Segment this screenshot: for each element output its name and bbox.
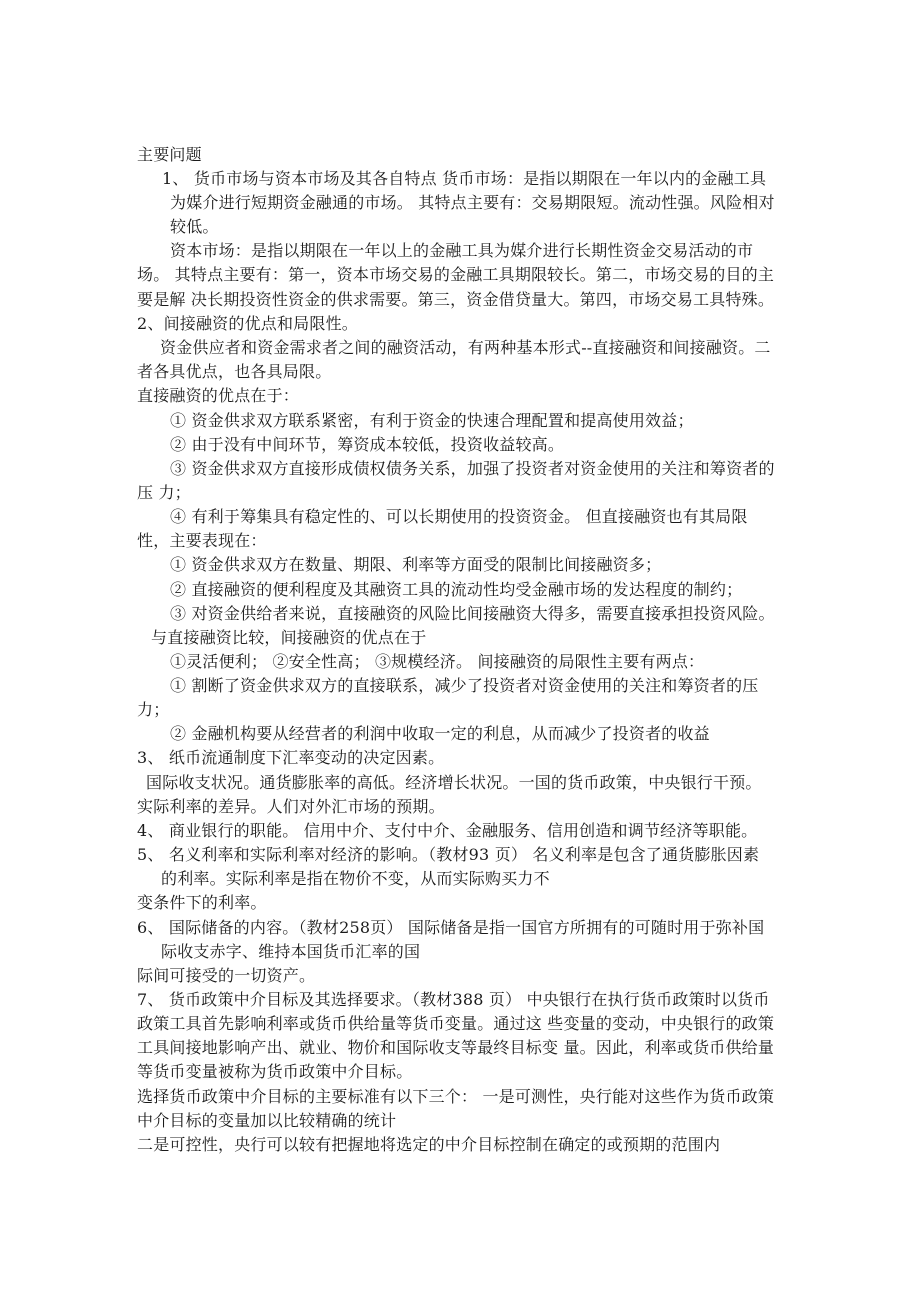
list-item: ② 由于没有中间环节，筹资成本较低，投资收益较高。 (170, 435, 565, 454)
text-line: 压 力； (137, 483, 191, 502)
text-line: 场。 其特点主要有：第一，资本市场交易的金融工具期限较长。第二，市场交易的目的主 (137, 265, 775, 284)
section-heading: 5、 名义利率和实际利率对经济的影响。（教材93 页） 名义利率是包含了通货膨胀因素 (137, 845, 760, 864)
text-line: 资金供应者和资金需求者之间的融资活动，有两种基本形式--直接融资和间接融资。二 (160, 338, 771, 357)
list-item: ③ 对资金供给者来说，直接融资的风险比间接融资大得多，需要直接承担投资风险。 (170, 604, 775, 623)
text-line: 要是解 决长期投资性资金的供求需要。第三，资金借贷量大。第四，市场交易工具特殊。 (137, 290, 775, 309)
text-line: 为媒介进行短期资金融通的市场。 其特点主要有：交易期限短。流动性强。风险相对 (170, 193, 775, 212)
text-line: 等货币变量被称为货币政策中介目标。 (137, 1062, 413, 1081)
section-heading: 4、 商业银行的职能。 信用中介、支付中介、金融服务、信用创造和调节经济等职能。 (137, 821, 758, 840)
text-line: 选择货币政策中介目标的主要标准有以下三个： 一是可测性，央行能对这些作为货币政策 (137, 1087, 775, 1106)
text-line: 性，主要表现在： (137, 531, 267, 550)
text-line: 国际收支状况。通货膨胀率的高低。经济增长状况。一国的货币政策，中央银行干预。 (146, 773, 762, 792)
list-item: ④ 有利于筹集具有稳定性的、可以长期使用的投资资金。 但直接融资也有其局限 (170, 507, 748, 526)
text-line: 际收支赤字、维持本国货币汇率的国 (161, 942, 421, 961)
text-line: 资本市场：是指以期限在一年以上的金融工具为媒介进行长期性资金交易活动的市 (170, 241, 754, 260)
text-line: 政策工具首先影响利率或货币供给量等货币变量。通过这 些变量的变动，中央银行的政策 (137, 1014, 775, 1033)
text-line: 的利率。实际利率是指在物价不变，从而实际购买力不 (161, 869, 550, 888)
list-item: ② 直接融资的便利程度及其融资工具的流动性均受金融市场的发达程度的制约； (170, 580, 743, 599)
list-item: ③ 资金供求双方直接形成债权债务关系，加强了投资者对资金使用的关注和筹资者的 (170, 459, 775, 478)
text-line: 1、 货币市场与资本市场及其各自特点 货币市场：是指以期限在一年以内的金融工具 (162, 169, 767, 188)
text-line: 者各具优点，也各具局限。 (137, 362, 332, 381)
text-line: 直接融资的优点在于： (137, 386, 300, 405)
text-line: 二是可控性，央行可以较有把握地将选定的中介目标控制在确定的或预期的范围内 (137, 1135, 721, 1154)
list-item: ① 资金供求双方联系紧密，有利于资金的快速合理配置和提高使用效益； (170, 411, 694, 430)
text-line: 中介目标的变量加以比较精确的统计 (137, 1111, 397, 1130)
text-line: 变条件下的利率。 (137, 893, 267, 912)
heading-main-issues: 主要问题 (137, 145, 202, 164)
text-line: 际间可接受的一切资产。 (137, 966, 316, 985)
text-line: 工具间接地影响产出、就业、物价和国际收支等最终目标变 量。因此，利率或货币供给量 (137, 1038, 775, 1057)
text-line: 较低。 (170, 217, 219, 236)
text-line: 与直接融资比较，间接融资的优点在于 (151, 628, 427, 647)
list-item: ② 金融机构要从经营者的利润中收取一定的利息，从而减少了投资者的收益 (170, 724, 710, 743)
text-line: 实际利率的差异。人们对外汇市场的预期。 (137, 797, 445, 816)
section-heading: 7、 货币政策中介目标及其选择要求。（教材388 页） 中央银行在执行货币政策时以货币 (137, 990, 770, 1009)
text-line: ①灵活便利； ②安全性高； ③规模经济。 间接融资的局限性主要有两点： (170, 652, 705, 671)
section-heading: 3、 纸币流通制度下汇率变动的决定因素。 (137, 748, 445, 767)
list-item: ① 资金供求双方在数量、期限、利率等方面受的限制比间接融资多； (170, 555, 662, 574)
list-item: ① 割断了资金供求双方的直接联系，减少了投资者对资金使用的关注和筹资者的压 (170, 676, 759, 695)
text-line: 力； (137, 700, 170, 719)
section-heading: 2、间接融资的优点和局限性。 (137, 314, 358, 333)
section-heading: 6、 国际储备的内容。（教材258页） 国际储备是指一国官方所拥有的可随时用于弥补国 (137, 918, 765, 937)
